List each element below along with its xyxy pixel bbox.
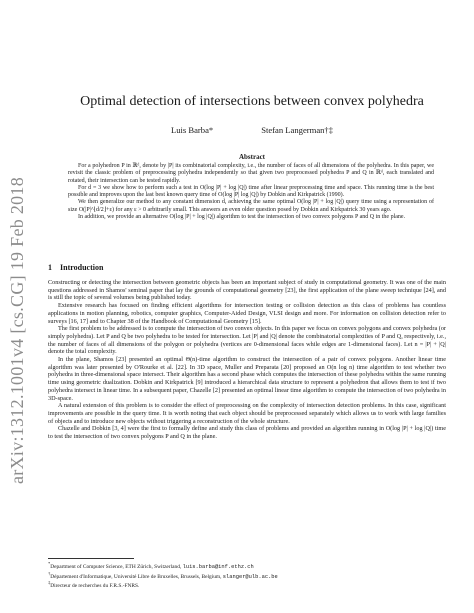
section-title: Introduction: [60, 263, 104, 272]
author-email-link[interactable]: slanger@ulb.ac.be: [222, 573, 278, 580]
footnote-text: Department of Computer Science, ETH Zürich, Switzerland,: [50, 563, 183, 570]
abstract-paragraph: In addition, we provide an alternative O(log |P| + log |Q|) algorithm to test the intersection of two convex polygons P and Q in the plane.: [78, 214, 406, 221]
abstract-body: [68, 163, 434, 221]
section-number: 1: [48, 263, 52, 272]
abstract-paragraph: For d = 3 we show how to perform such a test in O(log |P| + log |Q|) time after linear preprocessing time and space. This running time is the best possible and improves upon the last best known query time of O(log |P| log |Q|) by Dobkin and Kirkpatrick (1990).: [68, 184, 434, 199]
author-list: [60, 125, 444, 135]
section-heading: [48, 263, 103, 272]
body-paragraph: Constructing or detecting the intersection between geometric objects has been an important subject of study in computational geometry. It was one of the main questions addressed in Shamos' seminal paper that lay the grounds of computational geometry [23], the first application of the plane sweep technique [24], and is still the topic of several volumes being published today.: [48, 279, 446, 302]
arxiv-identifier-sidebar: [6, 135, 30, 525]
footnote: [48, 561, 446, 571]
abstract-heading: Abstract: [238, 153, 266, 161]
body-paragraph: In the plane, Shamos [23] presented an optimal Θ(n)-time algorithm to construct the intersection of a pair of convex polygons. Another linear time algorithm was later presented by O'Rourke et al. [22]. In 3D space, Muller and Preparata [20] proposed an O(n log n) time algorithm to test whether two polyhedra in three-dimensional space intersect. Their algorithm has a second phase which computes the intersection of these polyhedra within the same running time using geometric dualization. Dobkin and Kirkpatrick [9] introduced a hierarchical data structure to represent a polyhedron that allows them to test if two polyhedra intersect in linear time. In a subsequent paper, Chazelle [2] presented an optimal linear time algorithm to compute the intersection of two polyhedra in 3D-space.: [48, 356, 446, 402]
footnote-text: Département d'Informatique, Université Libre de Bruxelles, Brussels, Belgium,: [50, 573, 223, 580]
footnote-mark: †: [48, 570, 51, 576]
abstract-paragraph: For a polyhedron P in ℝᵈ, denote by |P| its combinatorial complexity, i.e., the number of faces of all dimensions of the polyhedra. In this paper, we revisit the classic problem of preprocessing polyhedra independently so that given two preprocessed polyhedra P and Q in ℝᵈ, each translated and rotated, their intersection can be tested rapidly.: [68, 163, 434, 184]
body-paragraph: Chazelle and Dobkin [3, 4] were the first to formally define and study this class of problems and provided an algorithm running in O(log |P| + log |Q|) time to test the intersection of two convex polygons P and Q in the plane.: [48, 425, 446, 441]
paper-title: Optimal detection of intersections between convex polyhedra: [80, 94, 424, 109]
footnote-divider: [48, 558, 134, 559]
abstract-paragraph: We then generalize our method to any constant dimension d, achieving the same optimal O(log |P| + log |Q|) query time using a representation of size O(|P|^⌊d/2⌋+ε) for any ε > 0 arbitrarily small. This answers an even older question posed by Dobkin and Kirkpatrick 30 years ago.: [68, 199, 434, 213]
body-paragraph: The first problem to be addressed is to compute the intersection of two convex objects. In this paper we focus on convex polygons and convex polyhedra (or simply polyhedra). Let P and Q be two polyhedra to be tested for intersection. Let |P| and |Q| denote the combinatorial complexities of P and Q, respectively, i.e., the number of faces of all dimensions of the polygon or polyhedra (vertices are 0-dimensional faces while edges are 1-dimensional faces). Let n = |P| + |Q| denote the total complexity.: [48, 325, 446, 356]
footnote: [48, 580, 446, 590]
footnote-text: Directeur de recherches du F.R.S.-FNRS.: [50, 582, 140, 589]
introduction-body: [48, 279, 446, 441]
footnote: [48, 571, 446, 581]
footnote-mark: *: [48, 561, 51, 566]
body-paragraph: A natural extension of this problem is to consider the effect of preprocessing on the complexity of intersection detection problems. In this case, significant improvements are possible in the query time. It is worth noting that each object should be preprocessed separately which allows us to work with large families of objects and to introduce new objects without triggering a reconstruction of the whole structure.: [48, 402, 446, 425]
footnotes: [48, 561, 446, 590]
footnote-mark: ‡: [48, 580, 51, 586]
author-email-link[interactable]: luis.barba@inf.ethz.ch: [182, 563, 254, 570]
author-name: Stefan Langerman†‡: [261, 125, 334, 135]
arxiv-identifier[interactable]: arXiv:1312.1001v4 [cs.CG] 19 Feb 2018: [7, 176, 28, 484]
author-name: Luis Barba*: [170, 125, 214, 135]
body-paragraph: Extensive research has focused on finding efficient algorithms for intersection testing or collision detection as this class of problems has countless applications in motion planning, robotics, computer graphics, Computer-Aided Design, VLSI design and more. For information on collision detection refer to surveys [16, 17] and to Chapter 38 of the Handbook of Computational Geometry [15].: [48, 302, 446, 325]
